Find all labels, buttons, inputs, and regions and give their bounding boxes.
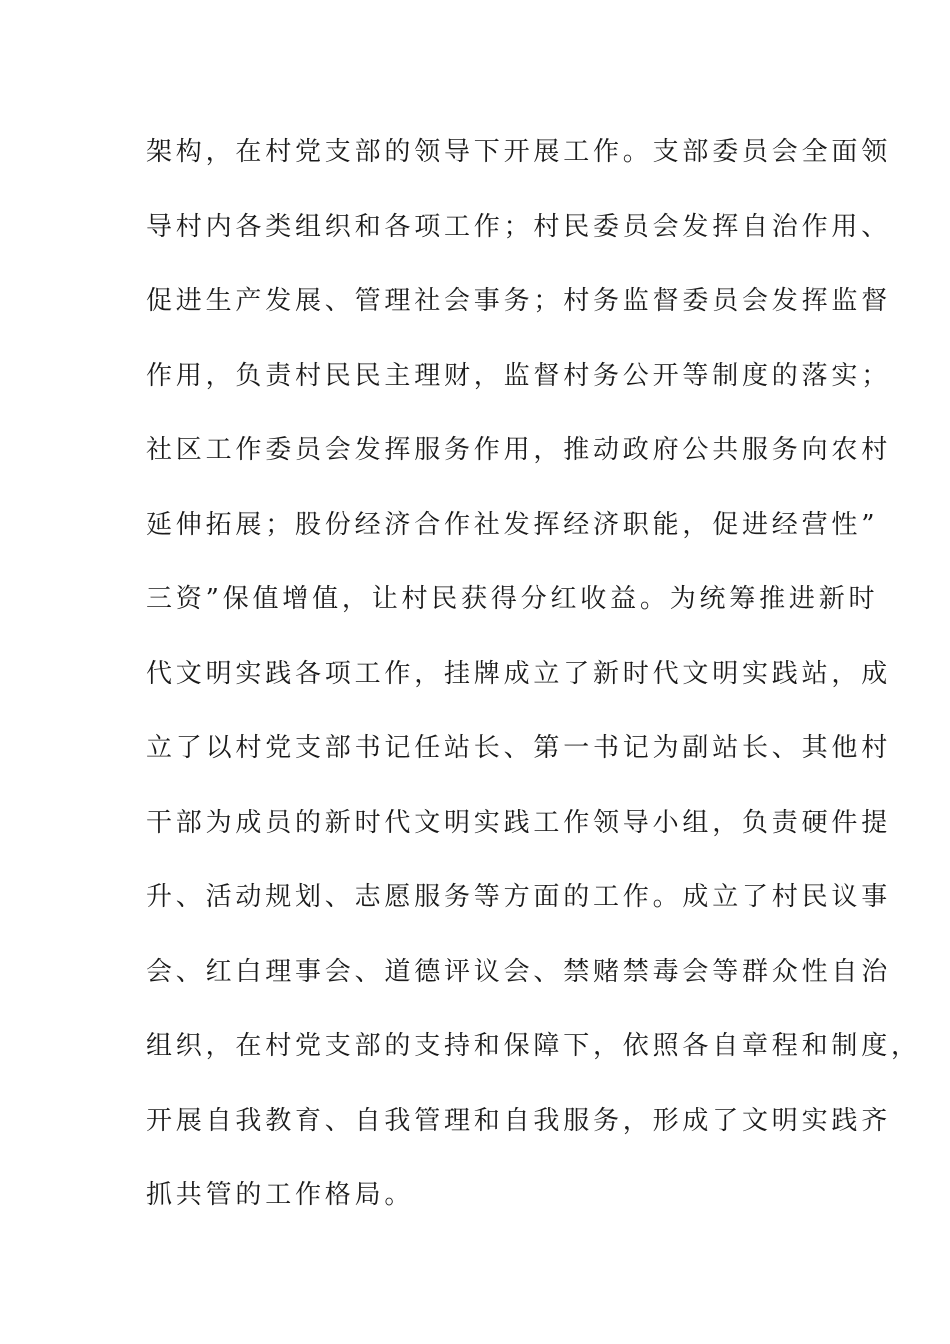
text-line: 架构，在村党支部的领导下开展工作。支部委员会全面领 [146,137,892,167]
text-line: 抓共管的工作格局。 [146,1180,415,1210]
text-line: 开展自我教育、自我管理和自我服务，形成了文明实践齐 [146,1105,892,1136]
text-line: 延伸拓展；股份经济合作社发挥经济职能，促进经营性” [146,509,879,540]
text-line: 代文明实践各项工作，挂牌成立了新时代文明实践站，成 [146,658,892,689]
text-line: 导村内各类组织和各项工作；村民委员会发挥自治作用、 [146,211,892,242]
text-line: 社区工作委员会发挥服务作用，推动政府公共服务向农村 [146,435,892,465]
text-line: 组织，在村党支部的支持和保障下，依照各自章程和制度， [146,1031,921,1061]
body-paragraph [146,130,921,1248]
text-line: 三资”保值增值，让村民获得分红收益。为统筹推进新时 [146,584,879,614]
text-line: 会、红白理事会、道德评议会、禁赌禁毒会等群众性自治 [146,956,892,987]
text-line: 促进生产发展、管理社会事务；村务监督委员会发挥监督 [146,286,892,316]
text-line: 升、活动规划、志愿服务等方面的工作。成立了村民议事 [146,882,892,912]
text-line: 作用，负责村民民主理财，监督村务公开等制度的落实； [146,360,892,391]
text-line: 立了以村党支部书记任站长、第一书记为副站长、其他村 [146,733,892,763]
text-line: 干部为成员的新时代文明实践工作领导小组，负责硬件提 [146,807,892,838]
